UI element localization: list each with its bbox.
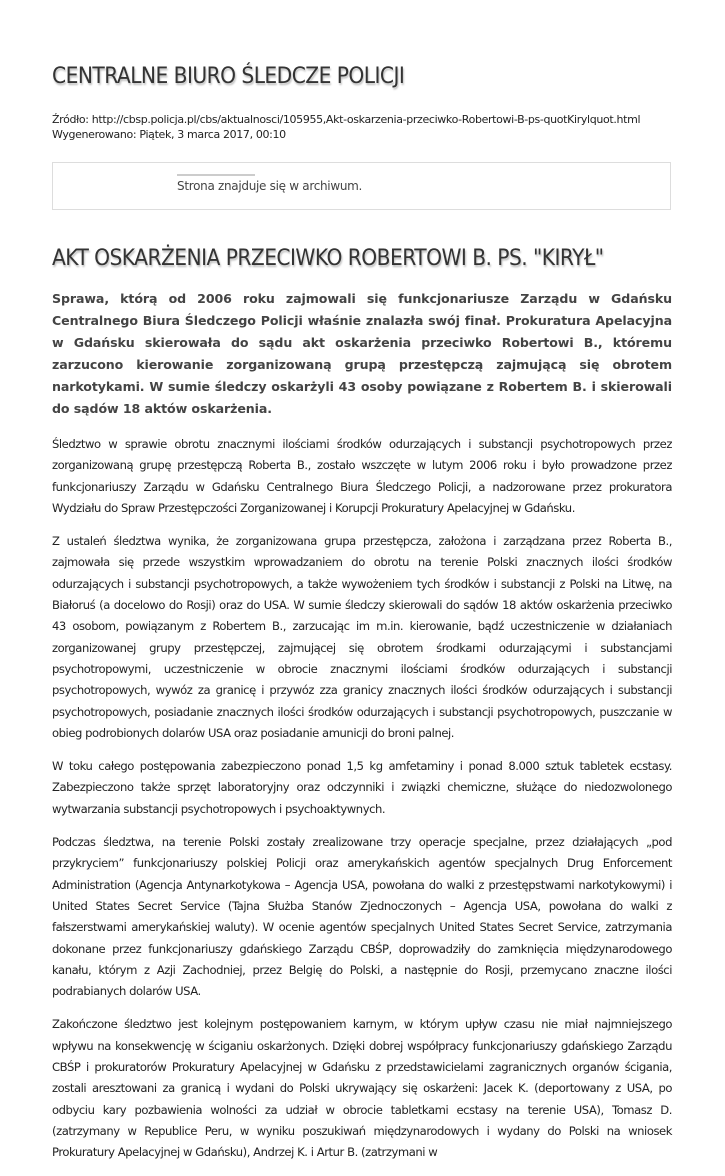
paragraph: Z ustaleń śledztwa wynika, że zorganizowana grupa przestępcza, założona i zarządzana przez Roberta B., zajmowała się przede wszystkim wprowadzaniem do obrotu na terenie Polski znacznych ilości środków odurzających i substancji psychotropowych, a także wywożeniem tych środków i substancji z Polski na Litwę, na Białoruś (a docelowo do Rosji) oraz do USA. W sumie śledczy skierowali do sądów 18 aktów oskarżenia przeciwko 43 osobom, powiązanym z Robertem B., zarzucając im m.in. kierowanie, bądź uczestniczenie w działaniach zorganizowanej grupy przestępczej, zajmującej się obrotem środkami odurzającymi i substancjami psychotropowymi, uczestniczenie w obrocie znacznymi ilościami środków odurzających i substancji psychotropowych, wywóz za granicę i przywóz zza granicy znacznych ilości środków odurzających i substancji psychotropowych, posiadanie znacznych ilości środków odurzających i substancji psychotropowych, puszczanie w obieg podrobionych dolarów USA oraz posiadanie amunicji do broni palnej.	[52, 534, 672, 740]
article-title: AKT OSKARŻENIA PRZECIWKO ROBERTOWI B. PS. "KIRYŁ"	[52, 246, 604, 271]
archive-divider	[177, 174, 255, 176]
paragraph: Podczas śledztwa, na terenie Polski zostały zrealizowane trzy operacje specjalne, przez działających „pod przykryciem” funkcjonariuszy polskiej Policji oraz amerykańskich agentów specjalnych Drug Enforcement Administration (Agencja Antynarkotykowa – Agencja USA, powołana do walki z przestępstwami narkotykowymi) i United States Secret Service (Tajna Służba Stanów Zjednoczonych – Agencja USA, powołana do walki z fałszerstwami amerykańskiej waluty). W ocenie agentów specjalnych United States Secret Service, zatrzymania dokonane przez funkcjonariuszy gdańskiego Zarządu CBŚP, doprowadziły do zamknięcia międzynarodowego kanału, którym z Azji Zachodniej, przez Belgię do Polski, a następnie do Rosji, przemycano znaczne ilości podrabianych dolarów USA.	[52, 835, 672, 999]
source-url: Źródło: http://cbsp.policja.pl/cbs/aktualnosci/105955,Akt-oskarzenia-przeciwko-Robertowi-B-ps-quotKirylquot.html	[52, 113, 641, 126]
archive-notice: Strona znajduje się w archiwum.	[177, 179, 363, 193]
archive-notice-box	[52, 162, 671, 210]
paragraph: W toku całego postępowania zabezpieczono ponad 1,5 kg amfetaminy i ponad 8.000 sztuk tabletek ecstasy. Zabezpieczono także sprzęt laboratoryjny oraz odczynniki i związki chemiczne, służące do niedozwolonego wytwarzania substancji psychotropowych i psychoaktywnych.	[52, 759, 672, 816]
document-meta	[52, 112, 672, 142]
generated-date: Wygenerowano: Piątek, 3 marca 2017, 00:10	[52, 128, 286, 141]
article-body	[52, 434, 672, 1164]
paragraph: Zakończone śledztwo jest kolejnym postępowaniem karnym, w którym upływ czasu nie miał najmniejszego wpływu na konsekwencję w ściganiu oskarżonych. Dzięki dobrej współpracy funkcjonariuszy gdańskiego Zarządu CBŚP i prokuratorów Prokuratury Apelacyjnej w Gdańsku z przedstawicielami zagranicznych organów ścigania, zostali aresztowani za granicą i wydani do Polski ukrywający się oskarżeni: Jacek K. (deportowany z USA, po odbyciu kary pozbawienia wolności za udział w obrocie tabletkami ecstasy na terenie USA), Tomasz D. (zatrzymany w Republice Peru, w wyniku poszukiwań międzynarodowych i wydany do Polski na wniosek Prokuratury Apelacyjnej w Gdańsku), Andrzej K. i Artur B. (zatrzymani w	[52, 1017, 672, 1160]
page-content	[52, 62, 672, 1176]
article-lead: Sprawa, którą od 2006 roku zajmowali się funkcjonariusze Zarządu w Gdańsku Centralnego Biura Śledczego Policji właśnie znalazła swój finał. Prokuratura Apelacyjna w Gdańsku skierowała do sądu akt oskarżenia przeciwko Robertowi B., któremu zarzucono kierowanie zorganizowaną grupą przestępczą zajmującą się obrotem narkotykami. W sumie śledczy oskarżyli 43 osoby powiązane z Robertem B. i skierowali do sądów 18 aktów oskarżenia.	[52, 291, 672, 416]
paragraph: Śledztwo w sprawie obrotu znacznymi ilościami środków odurzających i substancji psychotropowych przez zorganizowaną grupę przestępczą Roberta B., zostało wszczęte w lutym 2006 roku i było prowadzone przez funkcjonariuszy Zarządu w Gdańsku Centralnego Biura Śledczego Policji, a nadzorowane przez prokuratora Wydziału do Spraw Przestępczości Zorganizowanej i Korupcji Prokuratury Apelacyjnej w Gdańsku.	[52, 437, 672, 515]
site-title: CENTRALNE BIURO ŚLEDCZE POLICJI	[52, 64, 405, 89]
